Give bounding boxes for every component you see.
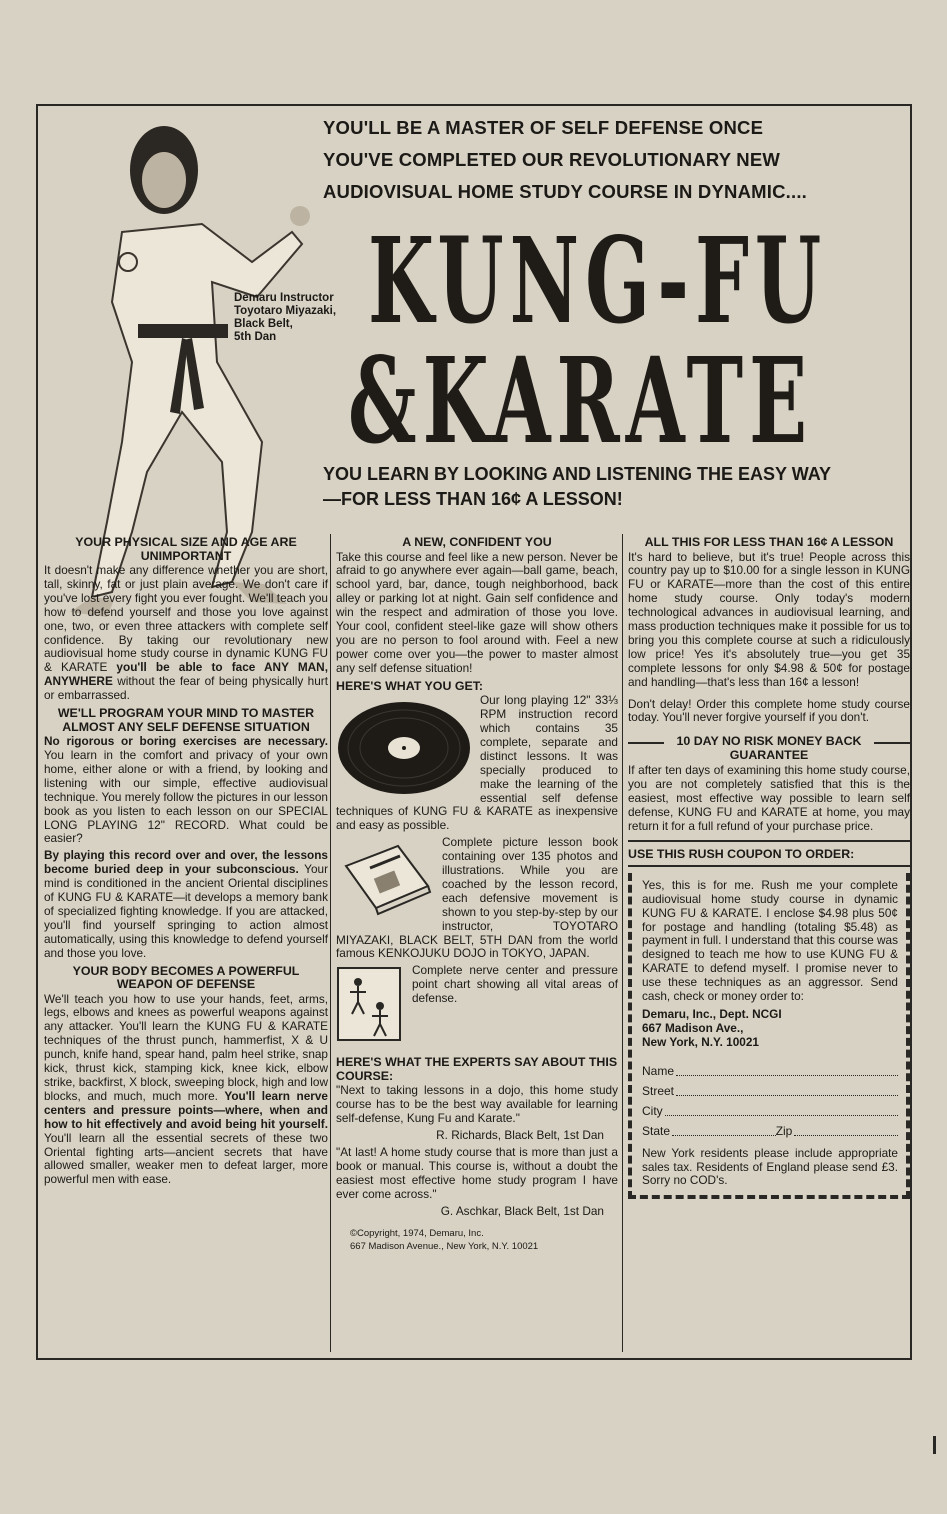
field-line[interactable]: [676, 1085, 898, 1096]
text-run-bold: You'll learn nerve centers and pressure points—where, when and how to hit effectively and avoid being hit yourself.: [44, 1088, 328, 1131]
text-run: We'll teach you how to use your hands, feet, arms, legs, elbows and knees as powerful weapons against any attacker. You'll learn the KUNG FU & KARATE techniques of the thrust punch, hammerfist, X & U punch, knife hand, spear hand, palm heel strike, snap kick, thrust kick, stamping kick, knee kick, elbow strike, backfirst, X block, sweeping block, high and low blocks, and much, much more.: [44, 991, 328, 1103]
body-paragraph: Our long playing 12" 33⅓ RPM instruction record which contains 35 complete, separate and distinct lessons. It was specially produced to make the learning of the essential self defense techniques of KUNG FU & KARATE as inexpensive and easy as possible.: [336, 693, 618, 833]
field-line[interactable]: [794, 1125, 898, 1136]
field-line[interactable]: [672, 1125, 776, 1136]
text-run-bold: By playing this record over and over, the lessons become buried deep in your subconscious.: [44, 848, 328, 877]
section-heading: YOUR BODY BECOMES A POWERFUL WEAPON OF DEFENSE: [72, 963, 300, 992]
column-divider: [330, 534, 331, 1352]
nerve-chart-icon: [336, 966, 406, 1042]
guarantee-box: [628, 735, 910, 842]
subheadline: [323, 462, 913, 512]
brand-title-line2: &KARATE: [348, 332, 814, 470]
copyright-notice: [336, 1227, 618, 1253]
mailing-address: [642, 1007, 898, 1049]
text-run: without the fear of being physically hurt or embarrassed.: [44, 674, 328, 703]
page-edge-mark: [933, 1436, 936, 1454]
coupon-text: Yes, this is for me. Rush me your complete audiovisual home study course in dynamic KUNG FU & KARATE. I enclose $4.98 plus 50¢ for postage and handling (totaling $5.48) as payment in full. I understand that this course was designed to teach me how to use KUNG FU & KARATE to defend myself. I promise never to use these techniques as an aggressor. Send cash, check or money order to:: [642, 877, 898, 1004]
section-heading: A NEW, CONFIDENT YOU: [402, 535, 552, 549]
city-field[interactable]: [642, 1105, 898, 1119]
text-run: Your mind is conditioned in the ancient Oriental disciplines of KUNG FU & KARATE—it develops a memory bank of specialized fighting knowledge. If you are attacked, you'll find yourself springing to action almost automatically, using this knowledge to defend yourself and those you love.: [44, 862, 328, 960]
field-label: Name: [642, 1063, 675, 1078]
lesson-book-icon: [336, 838, 436, 918]
name-field[interactable]: [642, 1065, 898, 1079]
text-run-bold: No rigorous or boring exercises are necessary.: [44, 734, 328, 749]
headline-line: AUDIOVISUAL HOME STUDY COURSE IN DYNAMIC....: [323, 181, 808, 202]
text-run-bold: you'll be able to face ANY MAN, ANYWHERE: [44, 660, 328, 689]
testimonial-signature: G. Aschkar, Black Belt, 1st Dan: [440, 1203, 604, 1218]
text-run: You learn in the comfort and privacy of your own home, either alone or with a friend, by looking and listening with our simple, effective audiovisual technique. You merely follow the pictures in our lesson book as you listen to each lesson on our SPECIAL LONG PLAYING 12" RECORD. What could be easier?: [44, 747, 328, 846]
section-heading: HERE'S WHAT THE EXPERTS SAY ABOUT THIS COURSE:: [336, 1055, 618, 1083]
section-heading: HERE'S WHAT YOU GET:: [336, 678, 484, 693]
address-line: 667 Madison Ave.,: [642, 1020, 744, 1035]
brand-title-line1: KUNG-FU: [368, 212, 828, 350]
column-divider: [622, 534, 623, 1352]
guarantee-text: If after ten days of examining this home study course, you are not completely satisfied that this is the easiest, most effective way possible to learn self defense, KUNG FU and KARATE at home, you may return it for a full refund of your purchase price.: [628, 763, 910, 833]
body-paragraph: Complete picture lesson book containing over 135 photos and illustrations. While you are coached by the lesson record, each defensive movement is shown to you step-by-step by our instructor, TOYOTARO MIYAZAKI, BLACK BELT, 5TH DAN from the world famous KENKOJUKU DOJO in TOKYO, JAPAN.: [336, 835, 618, 961]
street-field[interactable]: [642, 1085, 898, 1099]
address-line: Demaru, Inc., Dept. NCGI: [642, 1006, 782, 1021]
body-paragraph: [44, 564, 328, 703]
testimonial-signature: R. Richards, Black Belt, 1st Dan: [436, 1128, 604, 1143]
caption-line: Demaru Instructor: [234, 292, 334, 304]
caption-line: 5th Dan: [234, 331, 277, 343]
field-label: City: [642, 1103, 663, 1118]
copyright-line: 667 Madison Avenue., New York, N.Y. 10021: [350, 1240, 539, 1252]
body-paragraph: [44, 735, 328, 846]
section-heading: YOUR PHYSICAL SIZE AND AGE ARE UNIMPORTANT: [75, 535, 297, 563]
testimonial-quote: "At last! A home study course that is more than just a book or manual. This course is, without a doubt the easiest most effective home study program I have ever come across.": [336, 1145, 618, 1201]
text-run: It doesn't make any difference whether you are short, tall, skinny, fat or just plain average. We don't care if you've lost every fight you ever fought. We'll teach you how to defend yourself and those you love against one, two, or even three attackers with complete self confidence. By taking our revolutionary new audiovisual home study course in dynamic KUNG FU & KARATE: [44, 563, 328, 675]
caption-line: Toyotaro Miyazaki,: [234, 305, 337, 317]
order-coupon: [628, 873, 910, 1200]
column-left: [44, 532, 328, 1190]
body-paragraph: Take this course and feel like a new person. Never be afraid to go anywhere ever again—ball game, beach, school yard, bar, dance, tough neighborhood, back alley or parking lot at night. Gain self confidence and win the respect and admiration of those you love. Your cool, confident steel-like gaze will show others you are no person to fool around with. Feel a new power come over you—the power to master almost any self defense situation!: [336, 549, 618, 675]
testimonial-quote: "Next to taking lessons in a dojo, this home study course has to be the best way available for learning self-defense, Kung Fu and Karate.": [336, 1083, 618, 1126]
coupon-heading: USE THIS RUSH COUPON TO ORDER:: [628, 848, 910, 867]
field-label: Zip: [775, 1123, 793, 1138]
subhead-line: YOU LEARN BY LOOKING AND LISTENING THE EASY WAY: [323, 464, 832, 484]
tax-notice: New York residents please include appropriate sales tax. Residents of England please send £3. Sorry no COD's.: [642, 1145, 898, 1188]
field-line[interactable]: [665, 1105, 898, 1116]
headline-line: YOU'LL BE A MASTER OF SELF DEFENSE ONCE: [323, 117, 764, 138]
headline-line: YOU'VE COMPLETED OUR REVOLUTIONARY NEW: [323, 149, 781, 170]
section-heading: WE'LL PROGRAM YOUR MIND TO MASTER ALMOST ANY SELF DEFENSE SITUATION: [57, 706, 315, 734]
state-zip-field[interactable]: [642, 1125, 898, 1139]
caption-line: Black Belt,: [234, 318, 293, 330]
field-line[interactable]: [676, 1065, 898, 1076]
body-paragraph: Complete nerve center and pressure point chart showing all vital areas of defense.: [412, 963, 618, 1006]
guarantee-title: [628, 735, 910, 762]
section-heading: ALL THIS FOR LESS THAN 16¢ A LESSON: [644, 535, 894, 549]
column-middle: [336, 532, 618, 1253]
copyright-line: ©Copyright, 1974, Demaru, Inc.: [350, 1227, 484, 1239]
advertisement-panel: [36, 104, 912, 1360]
body-paragraph: It's hard to believe, but it's true! People across this country pay up to $10.00 for a single lesson in KUNG FU or KARATE—more than the cost of this entire home study course. Only today's modern technological advances in audiovisual learning, and mass production techniques make it possible for us to bring you this complete course at such a ridiculously low price! Yes it's absolutely true—you get 35 complete lessons for only $4.98 & 50¢ for postage and handling—that's less than 16¢ a lesson!: [628, 549, 910, 689]
field-label: State: [642, 1123, 671, 1138]
vinyl-record-icon: [336, 696, 474, 798]
body-paragraph: [44, 849, 328, 960]
guarantee-title-text: 10 DAY NO RISK MONEY BACK GUARANTEE: [676, 734, 862, 762]
headline: [323, 112, 883, 208]
column-right: [628, 532, 910, 1199]
body-paragraph: [44, 993, 328, 1188]
text-run: You'll learn all the essential secrets of these two Oriental fighting arts—ancient secrets that have allowed smaller, weaker men to defeat larger, more powerful men with ease.: [44, 1130, 328, 1187]
body-paragraph: Don't delay! Order this complete home study course today. You'll never forgive yourself if you don't.: [628, 696, 910, 725]
address-line: New York, N.Y. 10021: [642, 1034, 759, 1049]
field-label: Street: [642, 1083, 675, 1098]
subhead-line: —FOR LESS THAN 16¢ A LESSON!: [323, 489, 623, 509]
